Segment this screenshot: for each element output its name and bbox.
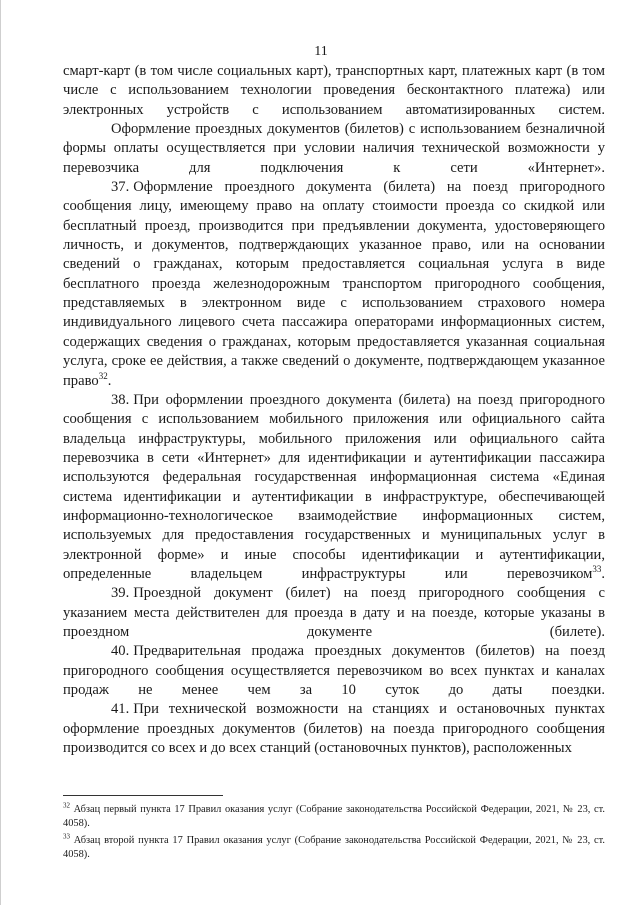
paragraph-41: 41. При технической возможности на станциях и остановочных пунктах оформление проездных документов (билетов) на поезда пригородного сообщения производится со всех и до всех станций (остановочных пунктов), расположенных — [63, 701, 605, 757]
paragraph-continuation: смарт-карт (в том числе социальных карт), транспортных карт, платежных карт (в том числе с использованием технологии проведения бесконтактного платежа) или электронных устройств с использованием автоматизированных систем. — [63, 63, 605, 118]
paragraph-39: 39. Проездной документ (билет) на поезд пригородного сообщения с указанием места действителен для проезда в дату и на поезде, которые указаны в проездном документе (билете). — [63, 585, 605, 640]
paragraph-38: 38. При оформлении проездного документа (билета) на поезд пригородного сообщения с использованием мобильного приложения или официального сайта владельца инфраструктуры, мобильного приложения или официального сайта перевозчика в сети «Интернет» для идентификации и аутентификации пассажира используются федеральная государственная информационная система «Единая система идентификации и аутентификации в инфраструктуре, обеспечивающей информационно-технологическое взаимодействие информационных систем, используемых для предоставления государственных и муниципальных услуг в электронной форме» и иные способы идентификации и аутентификации, определенные владельцем инфраструктуры или перевозчиком$^{33}$. — [63, 391, 605, 582]
footnote-ref-33: 33 — [592, 564, 602, 575]
footnote-mark: 33 — [63, 832, 70, 841]
paragraph-number: 40. — [111, 643, 130, 660]
page-number: 11 — [314, 44, 328, 59]
paragraph-number: 41. — [111, 701, 130, 718]
paragraph-number: 39. — [111, 585, 130, 602]
paragraph-cashless-payment: Оформление проездных документов (билетов) с использованием безналичной формы оплаты осуществляется при условии наличия технической возможности у перевозчика для подключения к сети «Интернет». — [63, 121, 605, 176]
paragraph-40: 40. Предварительная продажа проездных документов (билетов) на поезд пригородного сообщения осуществляется перевозчиком во всех пунктах и каналах продаж не менее чем за 10 суток до даты поездки. — [63, 643, 605, 698]
paragraph-number: 38. — [111, 391, 130, 408]
paragraph-number: 37. — [111, 179, 130, 196]
footnotes — [63, 803, 605, 865]
footnote-mark: 32 — [63, 801, 70, 810]
footnote-32: $^{32}$ Абзац первый пункта 17 Правил оказания услуг (Собрание законодательства Российской Федерации, 2021, № 23, ст. 4058). — [63, 801, 605, 829]
paragraph-37: 37. Оформление проездного документа (билета) на поезд пригородного сообщения лицу, имеющему право на оплату стоимости проезда со скидкой или бесплатный проезд, производится при предъявлении документа, удостоверяющего личность, и документов, подтверждающих указанное право, или на основании сведений о гражданах, которым предоставляется социальная услуга в виде бесплатного проезда железнодорожным транспортом пригородного сообщения, представляемых в электронном виде с использованием страхового номера индивидуального лицевого счета пассажира операторами информационных систем, содержащих сведения о гражданах, которым предоставляется указанная социальная услуга, сроке ее действия, а также сведений о документе, подтверждающем указанное право$^{32}$. — [63, 179, 605, 389]
footnote-separator — [63, 795, 223, 796]
footnote-33: $^{33}$ Абзац второй пункта 17 Правил оказания услуг (Собрание законодательства Российской Федерации, 2021, № 23, ст. 4058). — [63, 832, 605, 860]
body-text — [63, 62, 605, 758]
footnote-ref-32: 32 — [98, 370, 108, 381]
